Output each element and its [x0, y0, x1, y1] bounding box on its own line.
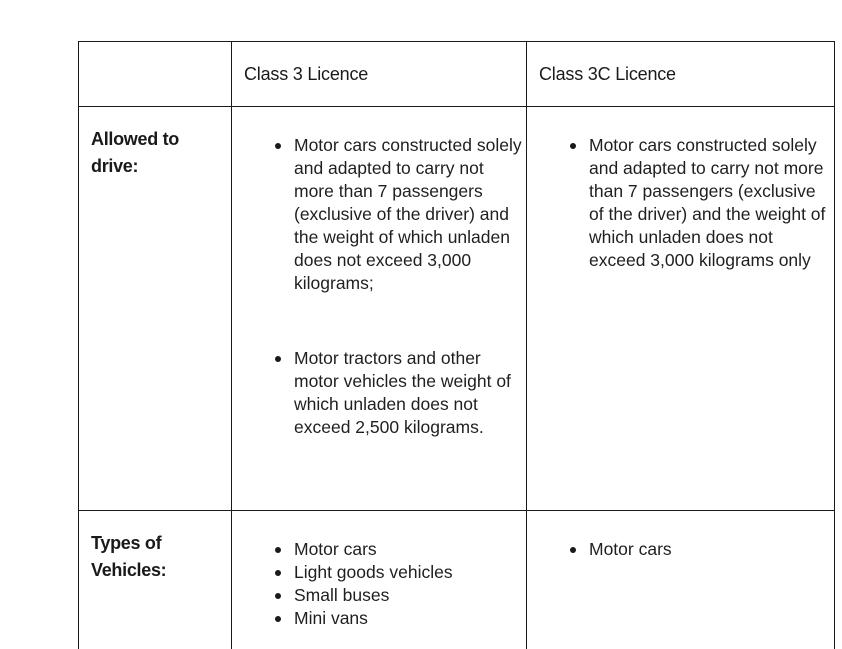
list-item: Motor cars — [589, 538, 834, 561]
class-3-licence-header: Class 3 Licence — [232, 42, 527, 107]
class-3c-types-cell — [527, 511, 835, 649]
row-label-allowed-to-drive: Allowed to drive: — [91, 129, 179, 176]
class-3-types-list — [232, 511, 526, 630]
class-3c-allowed-list — [527, 107, 834, 272]
class-3c-allowed-cell — [527, 107, 835, 511]
table-header-row — [79, 42, 835, 107]
corner-header-cell — [79, 42, 232, 107]
list-item: Motor cars constructed solely and adapted to carry not more than 7 passengers (exclusive of the driver) and the weight of which unladen does not exceed 3,000 kilograms; — [294, 134, 526, 295]
row-label-types-of-vehicles: Types of Vehicles: — [91, 533, 167, 580]
class-3c-types-list — [527, 511, 834, 561]
list-item: Motor cars constructed solely and adapted to carry not more than 7 passengers (exclusive of the driver) and the weight of which unladen does not exceed 3,000 kilograms only — [589, 134, 834, 272]
list-item: Light goods vehicles — [294, 561, 526, 584]
list-item: Mini vans — [294, 607, 526, 630]
table-row-types-of-vehicles — [79, 511, 835, 649]
class-3-allowed-list — [232, 107, 526, 439]
licence-comparison-table — [78, 41, 835, 649]
list-item: Small buses — [294, 584, 526, 607]
class-3-types-cell — [232, 511, 527, 649]
row-label-cell — [79, 511, 232, 649]
class-3-allowed-cell — [232, 107, 527, 511]
list-item: Motor cars — [294, 538, 526, 561]
row-label-cell — [79, 107, 232, 511]
list-item: Motor tractors and other motor vehicles the weight of which unladen does not exceed 2,500 kilograms. — [294, 347, 526, 439]
class-3c-licence-header: Class 3C Licence — [527, 42, 835, 107]
table-row-allowed-to-drive — [79, 107, 835, 511]
